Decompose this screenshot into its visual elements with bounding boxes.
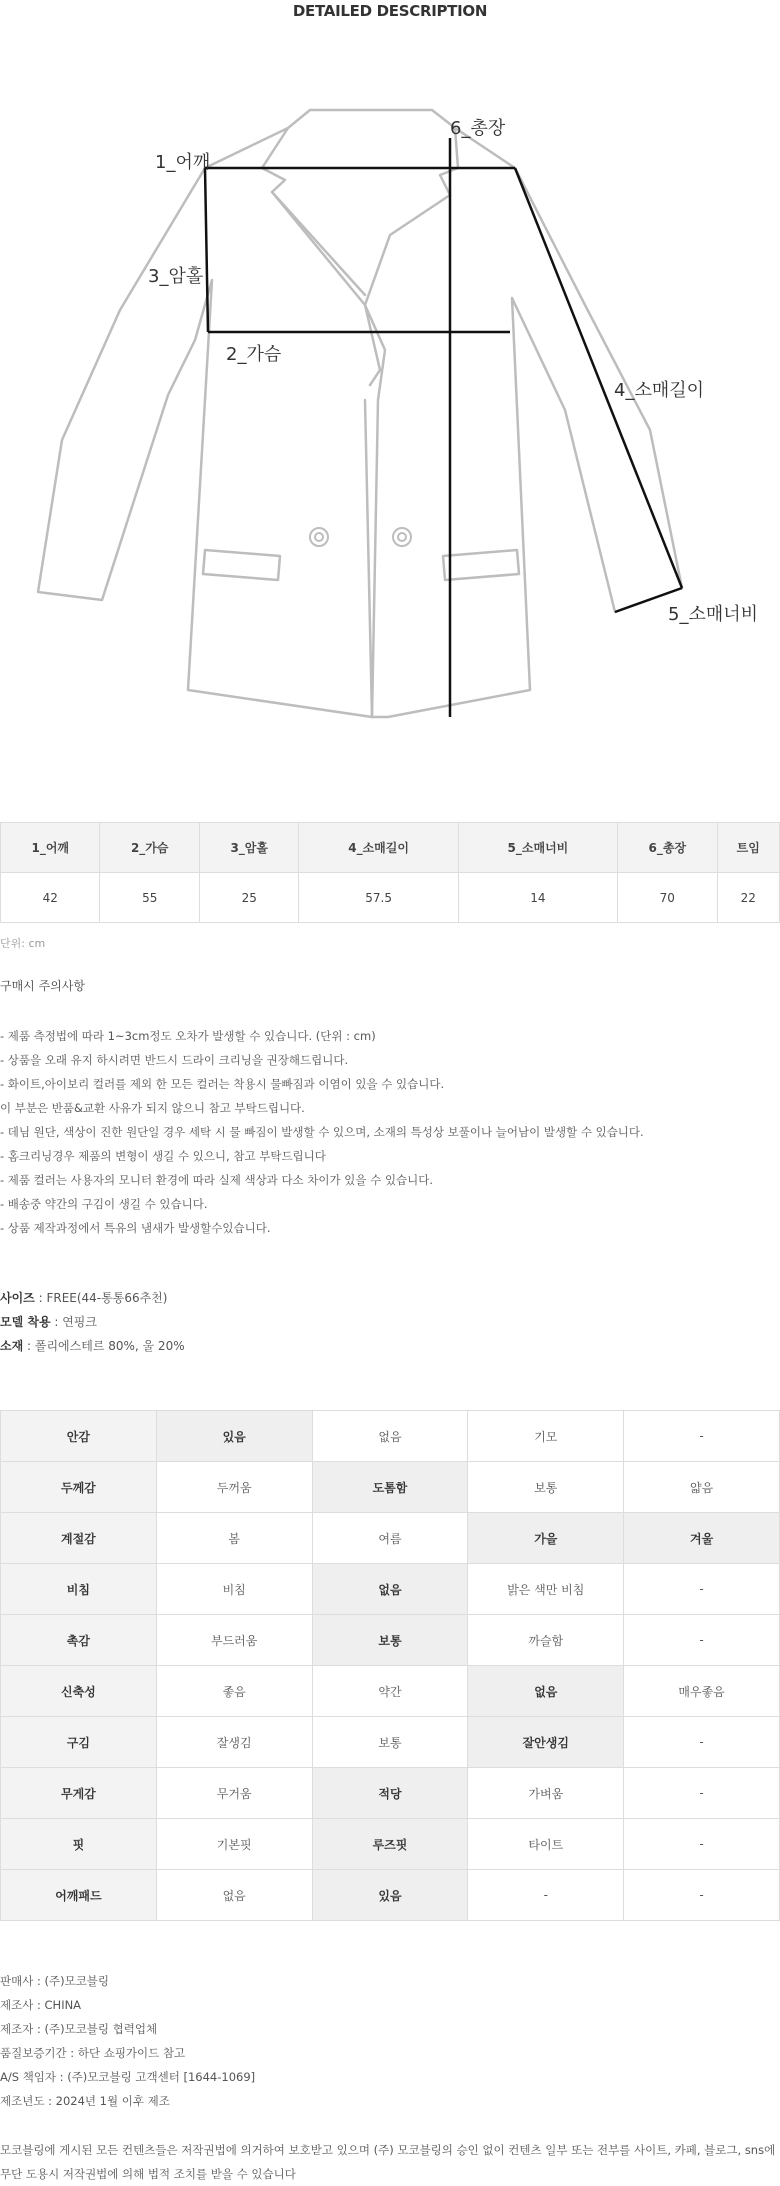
label-armhole: 3_암홀 bbox=[148, 266, 204, 287]
attribute-option: - bbox=[624, 1870, 780, 1921]
attribute-name: 비침 bbox=[1, 1564, 157, 1615]
attribute-name: 계절감 bbox=[1, 1513, 157, 1564]
size-info bbox=[0, 1286, 185, 1310]
attribute-name: 촉감 bbox=[1, 1615, 157, 1666]
attribute-row bbox=[1, 1462, 780, 1513]
seller-info-line: A/S 책임자 : (주)모코블링 고객센터 [1644-1069] bbox=[0, 2070, 256, 2084]
attribute-option: 기모 bbox=[468, 1411, 624, 1462]
attribute-option: 봄 bbox=[156, 1513, 312, 1564]
jacket-measurement-diagram bbox=[0, 40, 780, 740]
label-total-length: 6_총장 bbox=[450, 118, 506, 139]
button-right-outer bbox=[393, 528, 411, 546]
jacket-lapel bbox=[272, 192, 385, 717]
notice-item: - 데님 원단, 색상이 진한 원단일 경우 세탁 시 물 빠짐이 발생할 수 있으며, 소재의 특성상 보풀이나 늘어남이 발생할 수 있습니다. bbox=[0, 1125, 644, 1139]
attribute-option: 밝은 색만 비침 bbox=[468, 1564, 624, 1615]
attribute-table bbox=[0, 1410, 780, 1921]
size-value-slit: 22 bbox=[717, 873, 779, 923]
attribute-option: - bbox=[624, 1564, 780, 1615]
attribute-name: 구김 bbox=[1, 1717, 157, 1768]
model-info bbox=[0, 1310, 185, 1334]
product-info bbox=[0, 1286, 185, 1358]
unit-note: 단위: cm bbox=[0, 937, 46, 950]
notice-item: - 제품 컬러는 사용자의 모니터 환경에 따라 실제 색상과 다소 차이가 있을 수 있습니다. bbox=[0, 1173, 434, 1187]
attribute-option: 보통 bbox=[312, 1717, 468, 1768]
attribute-option: - bbox=[624, 1717, 780, 1768]
attribute-name: 안감 bbox=[1, 1411, 157, 1462]
attribute-option: 부드러움 bbox=[156, 1615, 312, 1666]
attribute-option: 비침 bbox=[156, 1564, 312, 1615]
size-header-sleeve-length: 4_소매길이 bbox=[299, 823, 458, 873]
label-chest: 2_가슴 bbox=[226, 344, 282, 365]
attribute-option: 없음 bbox=[156, 1870, 312, 1921]
seller-info-line: 품질보증기간 : 하단 쇼핑가이드 참고 bbox=[0, 2046, 186, 2060]
attribute-option-selected: 겨울 bbox=[624, 1513, 780, 1564]
attribute-name: 무게감 bbox=[1, 1768, 157, 1819]
attribute-option-selected: 잘안생김 bbox=[468, 1717, 624, 1768]
attribute-option-selected: 있음 bbox=[312, 1870, 468, 1921]
attribute-option-selected: 없음 bbox=[312, 1564, 468, 1615]
notice-item: - 홈크리닝경우 제품의 변형이 생길 수 있으니, 참고 부탁드립니다 bbox=[0, 1149, 326, 1163]
attribute-option-selected: 도톰함 bbox=[312, 1462, 468, 1513]
attribute-row bbox=[1, 1615, 780, 1666]
attribute-option: 까슬함 bbox=[468, 1615, 624, 1666]
size-header-slit: 트임 bbox=[717, 823, 779, 873]
attribute-option: 보통 bbox=[468, 1462, 624, 1513]
size-table-value-row bbox=[1, 873, 780, 923]
attribute-option-selected: 없음 bbox=[468, 1666, 624, 1717]
size-value-shoulder: 42 bbox=[1, 873, 100, 923]
attribute-row bbox=[1, 1411, 780, 1462]
jacket-left-pocket bbox=[203, 550, 280, 580]
size-table bbox=[0, 822, 780, 923]
attribute-option: - bbox=[624, 1819, 780, 1870]
attribute-option: 매우좋음 bbox=[624, 1666, 780, 1717]
size-header-shoulder: 1_어깨 bbox=[1, 823, 100, 873]
page-title: DETAILED DESCRIPTION bbox=[292, 2, 488, 20]
attribute-option-selected: 적당 bbox=[312, 1768, 468, 1819]
size-value-armhole: 25 bbox=[199, 873, 298, 923]
notice-title: 구매시 주의사항 bbox=[0, 979, 85, 993]
attribute-option: 잘생김 bbox=[156, 1717, 312, 1768]
jacket-collar bbox=[262, 110, 458, 305]
attribute-option: 가벼움 bbox=[468, 1768, 624, 1819]
attribute-option: 약간 bbox=[312, 1666, 468, 1717]
notice-item: - 상품을 오래 유지 하시려면 반드시 드라이 크리닝을 권장해드립니다. bbox=[0, 1053, 349, 1067]
size-header-sleeve-width: 5_소매너비 bbox=[458, 823, 617, 873]
button-left-outer bbox=[310, 528, 328, 546]
attribute-row bbox=[1, 1870, 780, 1921]
model-info-value: : 연핑크 bbox=[50, 1315, 97, 1329]
notice-item: - 배송중 약간의 구김이 생길 수 있습니다. bbox=[0, 1197, 208, 1211]
notice-list bbox=[0, 1024, 780, 1240]
attribute-row bbox=[1, 1768, 780, 1819]
attribute-row bbox=[1, 1666, 780, 1717]
size-value-chest: 55 bbox=[100, 873, 199, 923]
seller-info-line: 제조사 : CHINA bbox=[0, 1998, 82, 2012]
attribute-name: 두께감 bbox=[1, 1462, 157, 1513]
button-right-inner bbox=[398, 533, 406, 541]
size-info-value: : FREE(44-통통66추천) bbox=[34, 1291, 168, 1305]
size-header-total-length: 6_총장 bbox=[618, 823, 717, 873]
attribute-option: 여름 bbox=[312, 1513, 468, 1564]
attribute-option: - bbox=[624, 1768, 780, 1819]
attribute-option-selected: 가을 bbox=[468, 1513, 624, 1564]
notice-item: - 제품 측정법에 따라 1~3cm정도 오차가 발생할 수 있습니다. (단위 : cm) bbox=[0, 1029, 376, 1043]
seller-info-line: 판매사 : (주)모코블링 bbox=[0, 1974, 110, 1988]
notice-item: - 화이트,아이보리 컬러를 제외 한 모든 컬러는 착용시 물빠짐과 이염이 있을 수 있습니다. bbox=[0, 1077, 445, 1091]
seller-info bbox=[0, 1969, 255, 2113]
jacket-right-pocket bbox=[443, 550, 519, 580]
size-value-sleeve-length: 57.5 bbox=[299, 873, 458, 923]
notice-item: - 상품 제작과정에서 특유의 냄새가 발생할수있습니다. bbox=[0, 1221, 271, 1235]
attribute-option: 좋음 bbox=[156, 1666, 312, 1717]
attribute-option: 기본핏 bbox=[156, 1819, 312, 1870]
button-left-inner bbox=[315, 533, 323, 541]
attribute-option: 얇음 bbox=[624, 1462, 780, 1513]
attribute-row bbox=[1, 1819, 780, 1870]
size-value-sleeve-width: 14 bbox=[458, 873, 617, 923]
size-info-label: 사이즈 bbox=[0, 1291, 35, 1305]
attribute-option-selected: 있음 bbox=[156, 1411, 312, 1462]
attribute-option: - bbox=[468, 1870, 624, 1921]
material-info bbox=[0, 1334, 185, 1358]
seller-info-line: 제조년도 : 2024년 1월 이후 제조 bbox=[0, 2094, 170, 2108]
model-info-label: 모델 착용 bbox=[0, 1315, 51, 1329]
label-sleeve-length: 4_소매길이 bbox=[614, 380, 705, 401]
copyright-notice: 모코블링에 게시된 모든 컨텐츠들은 저작권법에 의거하여 보호받고 있으며 (주) 모코블링의 승인 없이 컨텐츠 일부 또는 전부를 사이트, 카페, 블로그, sns에 무단 도용시 저작권법에 의해 법적 조치를 받을 수 있습니다 bbox=[0, 2143, 776, 2181]
label-sleeve-width: 5_소매너비 bbox=[668, 604, 759, 625]
attribute-row bbox=[1, 1564, 780, 1615]
attribute-option: - bbox=[624, 1411, 780, 1462]
label-shoulder: 1_어깨 bbox=[155, 152, 211, 173]
attribute-option: 무거움 bbox=[156, 1768, 312, 1819]
attribute-name: 어깨패드 bbox=[1, 1870, 157, 1921]
attribute-option: 없음 bbox=[312, 1411, 468, 1462]
attribute-option: 두꺼움 bbox=[156, 1462, 312, 1513]
size-table-header-row bbox=[1, 823, 780, 873]
attribute-name: 신축성 bbox=[1, 1666, 157, 1717]
seller-info-line: 제조자 : (주)모코블링 협력업체 bbox=[0, 2022, 158, 2036]
material-info-value: : 폴리에스테르 80%, 울 20% bbox=[23, 1339, 185, 1353]
size-header-armhole: 3_암홀 bbox=[199, 823, 298, 873]
attribute-row bbox=[1, 1513, 780, 1564]
size-value-total-length: 70 bbox=[618, 873, 717, 923]
material-info-label: 소재 bbox=[0, 1339, 24, 1353]
attribute-row bbox=[1, 1717, 780, 1768]
attribute-option-selected: 보통 bbox=[312, 1615, 468, 1666]
notice-item: 이 부분은 반품&교환 사유가 되지 않으니 참고 부탁드립니다. bbox=[0, 1101, 305, 1115]
attribute-option: 타이트 bbox=[468, 1819, 624, 1870]
attribute-option-selected: 루즈핏 bbox=[312, 1819, 468, 1870]
size-header-chest: 2_가슴 bbox=[100, 823, 199, 873]
attribute-name: 핏 bbox=[1, 1819, 157, 1870]
attribute-option: - bbox=[624, 1615, 780, 1666]
